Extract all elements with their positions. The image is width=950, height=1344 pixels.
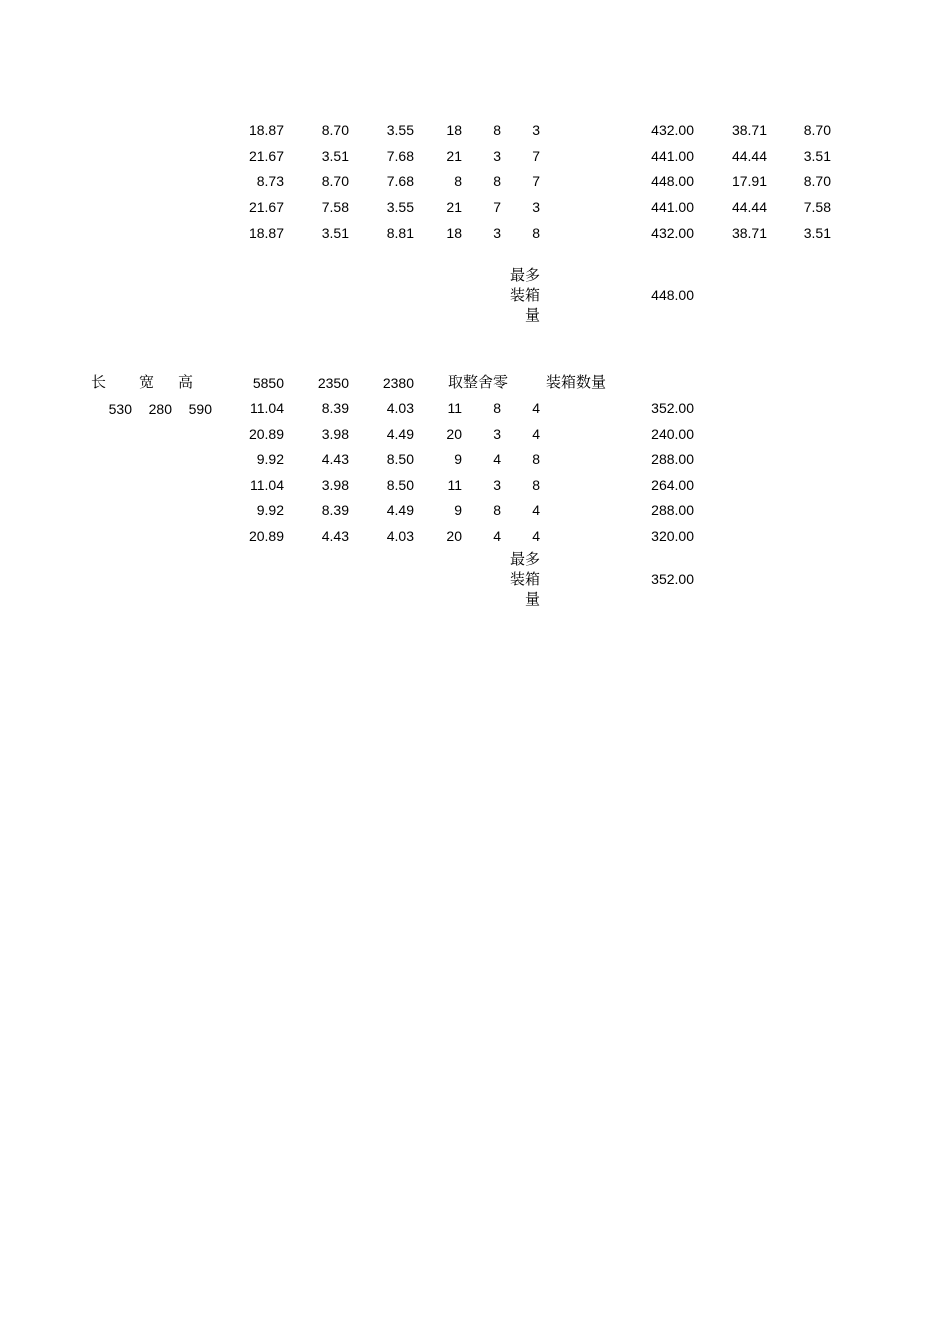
- cell-int-width: 3: [493, 425, 501, 442]
- cell-remainder: 7.58: [803, 199, 831, 216]
- cell-count-width: 3.98: [321, 476, 349, 493]
- cell-count-height: 4.03: [386, 528, 414, 544]
- cell-count-width: 4.43: [321, 451, 349, 468]
- cell-count-height: 7.68: [386, 147, 414, 164]
- cell-int-length: 9: [454, 451, 462, 468]
- cell-count-length: 20.89: [248, 425, 284, 442]
- cell-int-length: 11: [447, 400, 462, 416]
- cell-int-height: 7: [532, 173, 540, 190]
- cell-box-total: 448.00: [651, 173, 694, 190]
- cell-count-height: 3.55: [386, 122, 414, 138]
- cell-count-length: 18.87: [248, 224, 284, 241]
- cell-ratio: 44.44: [731, 147, 767, 164]
- cell-int-width: 4: [493, 451, 501, 468]
- cell-int-height: 4: [532, 400, 540, 416]
- cell-int-height: 3: [532, 199, 540, 216]
- cell-count-length: 20.89: [248, 528, 284, 544]
- cell-count-width: 7.58: [321, 199, 349, 216]
- cell-ratio: 17.91: [731, 173, 767, 190]
- cell-count-length: 21.67: [248, 199, 284, 216]
- max-load-label: [500, 549, 540, 609]
- cell-count-width: 3.98: [321, 425, 349, 442]
- cell-int-height: 3: [532, 122, 540, 138]
- cell-int-height: 7: [532, 147, 540, 164]
- cell-count-length: 9.92: [256, 451, 284, 468]
- max-load-label-line: 最多: [509, 550, 540, 568]
- cell-count-length: 18.87: [248, 122, 284, 138]
- cell-int-length: 20: [446, 528, 462, 544]
- cell-count-width: 3.51: [321, 224, 349, 241]
- cell-int-width: 4: [493, 528, 501, 544]
- cell-remainder: 8.70: [803, 173, 831, 190]
- cell-int-length: 18: [446, 122, 462, 138]
- cell-int-height: 8: [532, 451, 540, 468]
- cell-int-width: 8: [493, 502, 501, 519]
- cell-int-length: 18: [446, 224, 462, 241]
- cell-count-length: 21.67: [248, 147, 284, 164]
- max-load-label-line: 量: [524, 306, 540, 324]
- max-load-value: 448.00: [651, 287, 694, 303]
- cell-remainder: 3.51: [803, 147, 831, 164]
- cell-int-length: 21: [446, 147, 462, 164]
- cell-ratio: 38.71: [731, 122, 767, 138]
- cell-count-width: 8.39: [321, 400, 349, 416]
- cell-int-length: 9: [454, 502, 462, 519]
- cell-int-width: 8: [493, 122, 501, 138]
- max-load-label-line: 量: [524, 590, 540, 608]
- cell-int-width: 8: [493, 400, 501, 416]
- cell-int-height: 4: [532, 425, 540, 442]
- cell-int-length: 11: [447, 476, 462, 493]
- cell-count-height: 3.55: [386, 199, 414, 216]
- cell-remainder: 3.51: [803, 224, 831, 241]
- cell-count-length: 11.04: [250, 400, 284, 416]
- cell-count-height: 4.49: [386, 425, 414, 442]
- cell-count-length: 11.04: [250, 476, 284, 493]
- box-length: 530: [108, 401, 132, 417]
- cell-count-height: 4.03: [386, 400, 414, 416]
- cell-count-height: 7.68: [386, 173, 414, 190]
- box-count-header: 装箱数量: [546, 373, 607, 391]
- cell-count-length: 8.73: [256, 173, 284, 190]
- cell-box-total: 441.00: [651, 147, 694, 164]
- cell-box-total: 432.00: [651, 122, 694, 138]
- cell-box-total: 240.00: [651, 425, 694, 442]
- cell-count-width: 8.70: [321, 173, 349, 190]
- max-load-label: [500, 265, 540, 325]
- cell-int-height: 8: [532, 476, 540, 493]
- max-load-label-line: 最多: [509, 266, 540, 284]
- max-load-label-line: 装箱: [509, 570, 540, 588]
- cell-int-length: 8: [454, 173, 462, 190]
- cell-box-total: 288.00: [651, 451, 694, 468]
- cell-count-height: 4.49: [386, 502, 414, 519]
- container-height: 2380: [382, 375, 414, 391]
- cell-int-height: 4: [532, 528, 540, 544]
- cell-count-height: 8.81: [386, 224, 414, 241]
- container-length: 5850: [252, 375, 284, 391]
- round-down-header: 取整舍零: [448, 373, 509, 391]
- container-width: 2350: [317, 375, 349, 391]
- cell-int-width: 3: [493, 224, 501, 241]
- cell-int-width: 3: [493, 476, 501, 493]
- cell-int-height: 8: [532, 224, 540, 241]
- cell-count-height: 8.50: [386, 476, 414, 493]
- height-header: 高: [178, 373, 194, 391]
- length-header: 长: [91, 373, 107, 391]
- cell-box-total: 432.00: [651, 224, 694, 241]
- cell-int-length: 20: [446, 425, 462, 442]
- cell-ratio: 38.71: [731, 224, 767, 241]
- cell-count-width: 8.39: [321, 502, 349, 519]
- max-load-value: 352.00: [651, 571, 694, 587]
- cell-count-width: 4.43: [321, 528, 349, 544]
- cell-box-total: 320.00: [651, 528, 694, 544]
- cell-remainder: 8.70: [803, 122, 831, 138]
- cell-box-total: 264.00: [651, 476, 694, 493]
- cell-int-width: 8: [493, 173, 501, 190]
- cell-ratio: 44.44: [731, 199, 767, 216]
- cell-count-width: 8.70: [321, 122, 349, 138]
- width-header: 宽: [139, 373, 155, 391]
- box-width: 280: [148, 401, 172, 417]
- cell-box-total: 288.00: [651, 502, 694, 519]
- cell-box-total: 441.00: [651, 199, 694, 216]
- box-height: 590: [188, 401, 212, 417]
- cell-int-height: 4: [532, 502, 540, 519]
- cell-int-length: 21: [446, 199, 462, 216]
- cell-box-total: 352.00: [651, 400, 694, 416]
- cell-int-width: 7: [493, 199, 501, 216]
- cell-int-width: 3: [493, 147, 501, 164]
- max-load-label-line: 装箱: [509, 286, 540, 304]
- cell-count-length: 9.92: [256, 502, 284, 519]
- cell-count-height: 8.50: [386, 451, 414, 468]
- cell-count-width: 3.51: [321, 147, 349, 164]
